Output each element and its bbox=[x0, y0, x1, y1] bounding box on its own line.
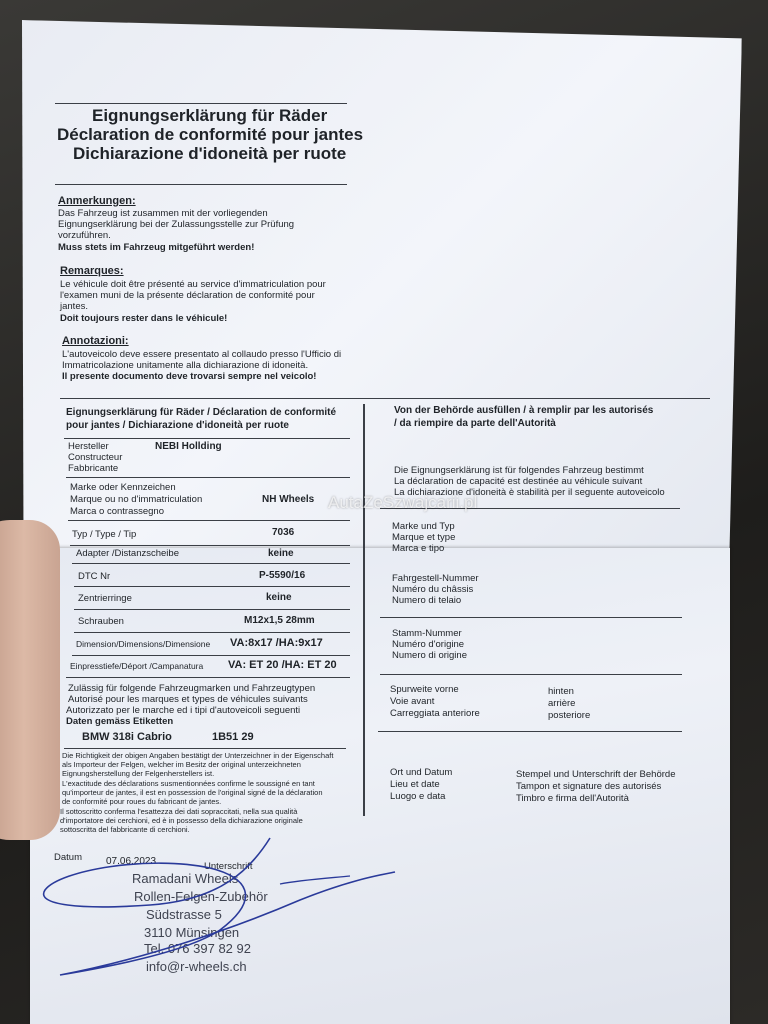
zentrier-label: Zentrierringe bbox=[78, 593, 132, 604]
typ-label: Typ / Type / Tip bbox=[72, 529, 137, 540]
legal-line: d'importatore dei cerchioni, ed è in possesso della dichiarazione originale bbox=[60, 816, 303, 825]
marke-label: Marke oder Kennzeichen bbox=[70, 482, 176, 493]
notes-de-line: vorzuführen. bbox=[58, 230, 111, 241]
ort-label: Luogo e data bbox=[390, 791, 446, 802]
title-it: Dichiarazione d'idoneità per ruote bbox=[73, 144, 347, 163]
hersteller-value: NEBI Hollding bbox=[155, 441, 222, 452]
hersteller-label: Fabbricante bbox=[68, 463, 119, 474]
legal-line: Die Richtigkeit der obigen Angaben bestätigt der Unterzeichner in der Eigenschaft bbox=[62, 751, 334, 760]
legal-line: Il sottoscritto conferma l'esattezza dei dati sopraccitati, nella sua qualità bbox=[60, 807, 298, 816]
etiketten: Daten gemäss Etiketten bbox=[66, 716, 174, 727]
legal-line: de conformité pour roues du fabricant de jantes. bbox=[62, 797, 222, 806]
schrauben-value: M12x1,5 28mm bbox=[244, 615, 315, 626]
spur-front-label: Carreggiata anteriore bbox=[390, 708, 480, 719]
stamm-label: Stamm-Nummer bbox=[392, 628, 462, 639]
typ-value: 7036 bbox=[272, 527, 295, 538]
legal-line: Eignungsherstellung der Felgenherstellers ist. bbox=[62, 769, 215, 778]
einpress-label: Einpresstiefe/Déport /Campanatura bbox=[70, 661, 204, 671]
marke-label: Marca o contrassegno bbox=[70, 506, 164, 517]
dimension-value: VA:8x17 /HA:9x17 bbox=[230, 637, 323, 649]
spur-rear-label: posteriore bbox=[548, 710, 591, 721]
fahrgestell-label: Numero di telaio bbox=[392, 595, 462, 606]
stamp-line: 3110 Münsingen bbox=[144, 925, 240, 940]
right-rule bbox=[380, 617, 682, 618]
spur-rear-label: hinten bbox=[548, 686, 574, 697]
notes-it-heading: Annotazioni: bbox=[62, 335, 129, 347]
title-fr: Déclaration de conformité pour jantes bbox=[57, 125, 364, 144]
stamp-line: Tel. 076 397 82 92 bbox=[144, 941, 251, 956]
stempel-label: Timbro e firma dell'Autorità bbox=[516, 793, 629, 804]
notes-fr-line: Le véhicule doit être présenté au service d'immatriculation pour bbox=[60, 279, 326, 290]
notes-it-line: L'autoveicolo deve essere presentato al collaudo presso l'Ufficio di bbox=[62, 349, 342, 360]
zentrier-value: keine bbox=[266, 592, 292, 603]
title-de: Eignungserklärung für Räder bbox=[92, 106, 328, 125]
watermark: AutaZeSzwajcarii.pl bbox=[328, 493, 478, 512]
right-rule bbox=[380, 674, 682, 675]
stamp-line: Südstrasse 5 bbox=[146, 907, 222, 922]
dtc-value: P-5590/16 bbox=[259, 570, 306, 581]
datum-value: 07.06.2023 bbox=[106, 856, 157, 867]
spur-front-label: Voie avant bbox=[390, 696, 435, 707]
right-heading: Von der Behörde ausfüllen / à remplir par les autorisés bbox=[394, 405, 654, 416]
legal-line: sottoscritta del fabbricante di cerchioni. bbox=[60, 825, 190, 834]
right-intro: La dichiarazione d'idoneità è stabilità per il seguente autoveicolo bbox=[394, 487, 665, 498]
notes-de-bold: Muss stets im Fahrzeug mitgeführt werden! bbox=[58, 242, 255, 253]
stempel-label: Stempel und Unterschrift der Behörde bbox=[516, 769, 676, 780]
vehicle-code: 1B51 29 bbox=[212, 731, 254, 743]
notes-de-line: Eignungserklärung bei der Zulassungsstelle zur Prüfung bbox=[58, 219, 295, 230]
notes-de-heading: Anmerkungen: bbox=[58, 195, 136, 207]
right-intro: Die Eignungserklärung ist für folgendes Fahrzeug bestimmt bbox=[394, 465, 644, 476]
unterschrift-label: Unterschrift bbox=[204, 861, 253, 872]
legal-line: qu'importeur de jantes, il est en possession de l'original signé de la déclaration bbox=[62, 788, 323, 797]
datum-label: Datum bbox=[54, 852, 82, 863]
notes-it-line: Immatricolazione unitamente alla dichiarazione di idoneità. bbox=[62, 360, 309, 371]
notes-fr-bold: Doit toujours rester dans le véhicule! bbox=[60, 313, 228, 324]
stamm-label: Numero di origine bbox=[392, 650, 467, 661]
notes-fr-line: l'examen muni de la présente déclaration de conformité pour bbox=[60, 290, 315, 301]
schrauben-label: Schrauben bbox=[78, 616, 124, 627]
left-heading: pour jantes / Dichiarazione d'idoneità per ruote bbox=[66, 420, 289, 431]
fahrgestell-label: Numéro du châssis bbox=[392, 584, 474, 595]
marke-value: NH Wheels bbox=[262, 494, 315, 505]
marke-typ-label: Marque et type bbox=[392, 532, 456, 543]
spur-rear-label: arrière bbox=[548, 698, 576, 709]
right-heading: / da riempire da parte dell'Autorità bbox=[394, 418, 556, 429]
spur-front-label: Spurweite vorne bbox=[390, 684, 459, 695]
column-divider bbox=[363, 404, 365, 816]
vehicle-value: BMW 318i Cabrio bbox=[82, 731, 172, 743]
dtc-label: DTC Nr bbox=[78, 571, 111, 582]
ort-label: Lieu et date bbox=[390, 779, 440, 790]
zulaessig-line: Autorisé pour les marques et types de véhicules suivants bbox=[68, 694, 308, 705]
right-rule bbox=[378, 731, 682, 732]
stamm-label: Numéro d'origine bbox=[392, 639, 465, 650]
hersteller-label: Constructeur bbox=[68, 452, 123, 463]
fahrgestell-label: Fahrgestell-Nummer bbox=[392, 573, 479, 584]
notes-it-bold: Il presente documento deve trovarsi sempre nel veicolo! bbox=[62, 371, 317, 382]
dimension-label: Dimension/Dimensions/Dimensione bbox=[76, 639, 211, 649]
stamp-line: Ramadani Wheels bbox=[132, 871, 239, 886]
hersteller-label: Hersteller bbox=[68, 441, 109, 452]
notes-fr-heading: Remarques: bbox=[60, 265, 124, 277]
marke-typ-label: Marca e tipo bbox=[392, 543, 445, 554]
stempel-label: Tampon et signature des autorisés bbox=[516, 781, 662, 792]
notes-de-line: Das Fahrzeug ist zusammen mit der vorliegenden bbox=[58, 208, 268, 219]
marke-label: Marque ou no d'immatriculation bbox=[70, 494, 203, 505]
notes-fr-line: jantes. bbox=[60, 301, 88, 312]
zulaessig-line: Autorizzato per le marche ed i tipi d'autoveicoli seguenti bbox=[66, 705, 301, 716]
adapter-value: keine bbox=[268, 548, 294, 559]
zulaessig-line: Zulässig für folgende Fahrzeugmarken und Fahrzeugtypen bbox=[68, 683, 316, 694]
einpress-value: VA: ET 20 /HA: ET 20 bbox=[228, 659, 337, 671]
stamp-line: info@r-wheels.ch bbox=[146, 959, 247, 974]
legal-line: als Importeur der Felgen, welcher im Besitz der original unterzeichneten bbox=[62, 760, 301, 769]
stamp-line: Rollen-Felgen-Zubehör bbox=[134, 889, 268, 904]
marke-typ-label: Marke und Typ bbox=[392, 521, 455, 532]
left-heading: Eignungserklärung für Räder / Déclaration de conformité bbox=[66, 407, 337, 418]
right-intro: La déclaration de capacité est destinée au véhicule suivant bbox=[394, 476, 643, 487]
ort-label: Ort und Datum bbox=[390, 767, 453, 778]
adapter-label: Adapter /Distanzscheibe bbox=[76, 548, 179, 559]
legal-line: L'exactitude des déclarations susmentionnées confirme le soussigné en tant bbox=[62, 779, 315, 788]
